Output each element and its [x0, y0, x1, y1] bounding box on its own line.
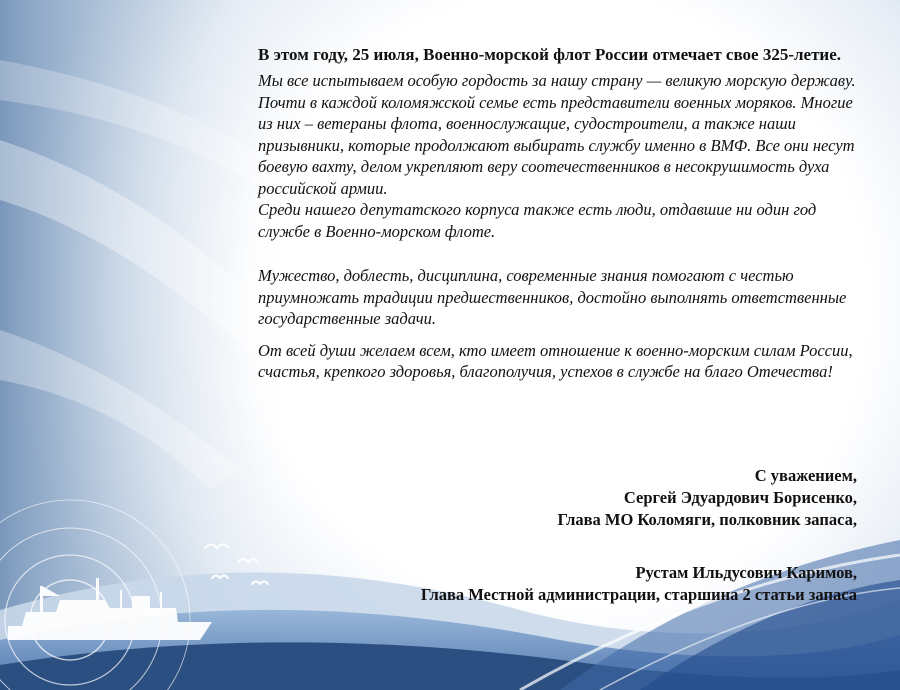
closing-text: С уважением, [754, 466, 857, 485]
paragraph-pride: Мы все испытываем особую гордость за нашу страну — великую морскую державу. Почти в каждой коломяжской семье есть представители военных моряков. Многие из них – ветераны флота, военнослужащие, судостроители, а также наши призывники, которые продолжают выбирать службу именно в ВМФ. Все они несут боевую вахту, делом укрепляют веру соотечественников в несокрушимость духа российской армии. [258, 71, 856, 198]
signer-1-title: Глава МО Коломяги, полковник запаса, [557, 510, 857, 529]
paragraph-wishes: От всей души желаем всем, кто имеет отношение к военно-морским силам России, счастья, крепкого здоровья, благополучия, успехов в службе на благо Отечества! [258, 340, 853, 381]
paragraph-courage: Мужество, доблесть, дисциплина, современные знания помогают с честью приумножать традиции предшественников, достойно выполнять ответственные государственные задачи. [258, 266, 847, 328]
signer-2-title: Глава Местной администрации, старшина 2 статьи запаса [420, 585, 857, 604]
signature-block-2 [421, 562, 857, 606]
letter-headline: В этом году, 25 июля, Военно-морской флот России отмечает свое 325-летие. [258, 45, 842, 64]
paragraph-deputies: Среди нашего депутатского корпуса также есть люди, отдавшие ни один год службе в Военно-морском флоте. [258, 200, 817, 241]
signature-block-1 [557, 465, 857, 531]
letter-body [258, 44, 858, 383]
signer-1-name: Сергей Эдуардович Борисенко, [623, 488, 857, 507]
signer-2-name: Рустам Ильдусович Каримов, [635, 563, 857, 582]
